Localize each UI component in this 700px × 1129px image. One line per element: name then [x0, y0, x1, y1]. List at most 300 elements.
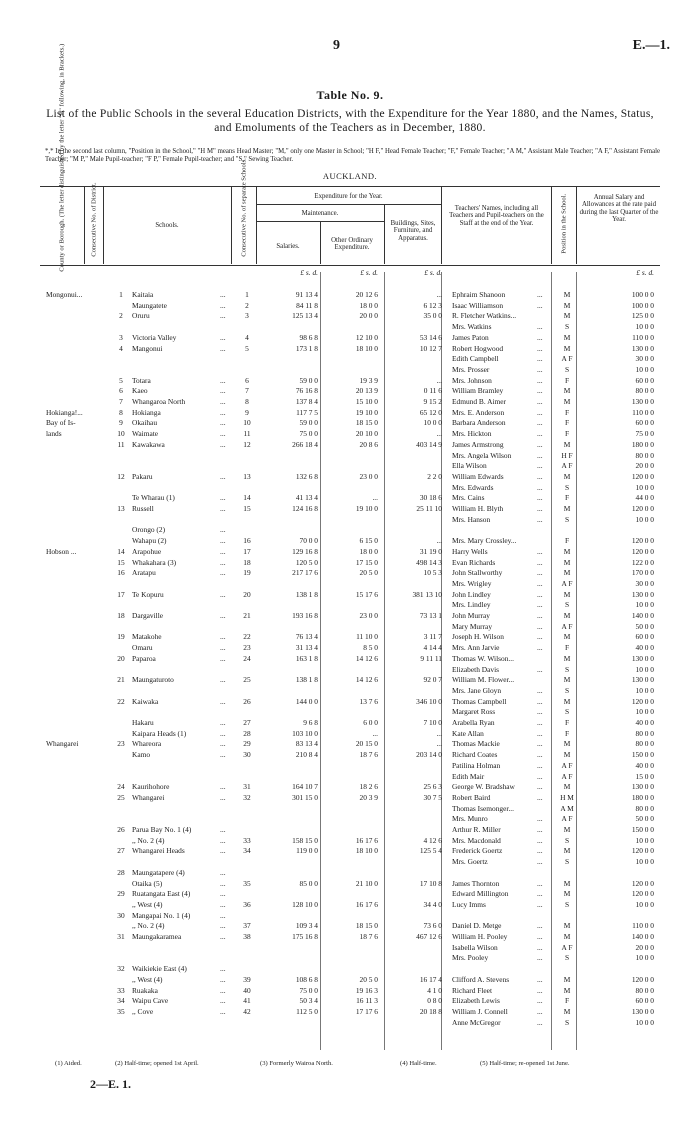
- table-row: [0, 675, 700, 685]
- cell-pos: F: [564, 643, 570, 653]
- cell-school: ,, Cove: [132, 1006, 154, 1016]
- cell-d: 13: [117, 504, 125, 513]
- cell-c: 25: [243, 675, 251, 685]
- cell-amt: 40 0 0: [635, 760, 654, 770]
- cell-c: 16: [243, 536, 251, 546]
- cell-school: Mangonui: [132, 343, 163, 353]
- cell-pos: M: [563, 889, 571, 899]
- cell-tch: Mrs. E. Anderson: [452, 407, 505, 417]
- cell-tch: Mary Murray: [452, 621, 493, 631]
- cell-tch: Elizabeth Lewis: [452, 996, 500, 1006]
- cell-bld: 73 6 0: [423, 921, 442, 931]
- cell-tch: William H. Blyth: [452, 504, 504, 513]
- leader-dots: ...: [537, 932, 543, 941]
- cell-bld: 16 17 4: [419, 974, 442, 984]
- cell-c: 14: [243, 493, 251, 503]
- table-row: [0, 718, 700, 728]
- cell-amt: 110 0 0: [632, 407, 654, 417]
- cell-amt: 80 0 0: [635, 728, 654, 738]
- cell-amt: 10 0 0: [635, 322, 654, 332]
- table-row: [0, 953, 700, 963]
- table-row: [0, 429, 700, 439]
- cell-c: 33: [243, 835, 251, 845]
- cell-sal: 175 16 8: [292, 932, 318, 941]
- cell-d: 14: [117, 546, 125, 556]
- cell-county: Hobson ...: [46, 546, 77, 556]
- cell-c: 10: [243, 418, 251, 428]
- cell-c: 12: [243, 439, 251, 449]
- cell-bld: 30 18 6: [419, 493, 442, 503]
- cell-school: Mangapai No. 1 (4): [132, 910, 191, 920]
- table-row: [0, 504, 700, 514]
- leader-dots: ...: [220, 696, 226, 706]
- cell-c: 28: [243, 728, 251, 738]
- cell-bld: 65 12 0: [419, 407, 442, 417]
- leader-dots: ...: [220, 589, 226, 599]
- cell-oth: 18 7 6: [359, 932, 378, 941]
- leader-dots: ...: [537, 504, 543, 513]
- cell-pos: M: [563, 568, 571, 578]
- cell-tch: Barbara Anderson: [452, 418, 506, 428]
- cell-c: 34: [243, 846, 251, 856]
- cell-oth: 20 5 0: [359, 974, 378, 984]
- cell-amt: 15 0 0: [635, 771, 654, 781]
- cell-amt: 120 0 0: [631, 846, 654, 856]
- leader-dots: ...: [537, 846, 543, 856]
- cell-amt: 10 0 0: [635, 707, 654, 717]
- leader-dots: ...: [537, 1017, 543, 1027]
- leader-dots: ...: [537, 696, 543, 706]
- cell-tch: Arabella Ryan: [452, 718, 495, 727]
- cell-sal: 75 0 0: [299, 985, 318, 995]
- table-row: [0, 525, 700, 535]
- cell-amt: 40 0 0: [635, 718, 654, 727]
- cell-oth: 20 12 6: [355, 290, 378, 299]
- leader-dots: ...: [537, 664, 543, 674]
- table-row: [0, 643, 700, 653]
- cell-c: 2: [245, 300, 249, 310]
- cell-school: Maungaturoto: [132, 675, 174, 685]
- cell-amt: 125 0 0: [631, 311, 654, 321]
- table-row: [0, 932, 700, 942]
- cell-oth: 18 10 0: [355, 343, 378, 353]
- cell-tch: Mrs. Wrigley: [452, 578, 492, 588]
- table-row: [0, 365, 700, 375]
- leader-dots: ...: [537, 621, 543, 631]
- cell-pos: M: [563, 471, 571, 481]
- table-row: [0, 611, 700, 621]
- cell-school: Omaru: [132, 643, 153, 653]
- cell-sal: 120 5 0: [295, 557, 318, 567]
- cell-tch: Richard Fleet: [452, 985, 493, 995]
- cell-d: 11: [117, 439, 125, 449]
- table-row: [0, 376, 700, 386]
- leader-dots: ...: [537, 707, 543, 717]
- cell-bld: 0 8 0: [427, 996, 442, 1006]
- cell-pos: M: [563, 653, 571, 663]
- cell-d: 27: [117, 846, 125, 856]
- cell-c: 22: [243, 632, 251, 642]
- cell-oth: 20 0 0: [359, 311, 378, 321]
- cell-school: Aratapu: [132, 568, 156, 578]
- leader-dots: ...: [537, 718, 543, 727]
- cell-school: Okaihau: [132, 418, 158, 428]
- leader-dots: ...: [220, 386, 226, 396]
- cell-d: 19: [117, 632, 125, 642]
- cell-sal: 164 10 7: [292, 782, 318, 792]
- cell-pos: M: [563, 739, 571, 749]
- cell-sal: 108 6 8: [295, 974, 318, 984]
- cell-bld: 25 11 10: [416, 504, 442, 513]
- cell-school: Kaiwaka: [132, 696, 159, 706]
- cell-bld: 467 12 6: [416, 932, 442, 941]
- table-row: [0, 493, 700, 503]
- cell-pos: M: [563, 611, 571, 620]
- leader-dots: ...: [537, 471, 543, 481]
- cell-bld: 34 4 0: [423, 899, 442, 909]
- col-divider: [84, 186, 85, 264]
- cell-sal: 266 18 4: [292, 439, 318, 449]
- leader-dots: ...: [537, 685, 543, 695]
- cell-sal: 75 0 0: [299, 429, 318, 439]
- cell-d: 25: [117, 792, 125, 802]
- cell-pos: M: [563, 985, 571, 995]
- cell-pos: S: [564, 364, 570, 374]
- cell-amt: 75 0 0: [635, 429, 654, 439]
- cell-bld: 92 0 7: [423, 675, 442, 685]
- cell-oth: 13 7 6: [359, 696, 378, 706]
- cell-amt: 130 0 0: [631, 653, 654, 663]
- col-divider: [384, 204, 385, 264]
- cell-county: Hokianga!...: [46, 407, 83, 417]
- cell-pos: H M: [560, 792, 574, 802]
- cell-pos: F: [564, 418, 570, 428]
- footnote: (2) Half-time; opened 1st April.: [115, 1060, 199, 1067]
- cell-oth: 6 0 0: [363, 718, 378, 727]
- cell-oth: 6 15 0: [359, 536, 378, 546]
- cell-school: Matakohe: [132, 632, 162, 642]
- cell-c: 20: [243, 589, 251, 599]
- table-row: [0, 846, 700, 856]
- cell-pos: F: [564, 728, 570, 738]
- cell-pos: M: [563, 504, 571, 513]
- cell-pos: M: [563, 846, 571, 856]
- cell-tch: Mrs. Angela Wilson: [452, 450, 512, 460]
- cell-school: Paparoa: [132, 653, 156, 663]
- footnote: (3) Formerly Wairoa North.: [260, 1060, 333, 1067]
- table-row: [0, 697, 700, 707]
- cell-d: 24: [117, 782, 125, 792]
- leader-dots: ...: [537, 482, 543, 492]
- leader-dots: ...: [537, 290, 543, 299]
- leader-dots: ...: [220, 889, 226, 899]
- cell-bld: 346 10 0: [416, 696, 442, 706]
- table-row: [0, 739, 700, 749]
- cell-pos: A F: [561, 760, 573, 770]
- leader-dots: ...: [537, 600, 543, 610]
- cell-tch: James Thornton: [452, 878, 500, 888]
- cell-pos: A F: [561, 354, 573, 364]
- cell-amt: 140 0 0: [631, 932, 654, 941]
- header-position: Position in the School.: [560, 193, 568, 254]
- cell-c: 35: [243, 878, 251, 888]
- table-row: [0, 590, 700, 600]
- cell-pos: M: [563, 782, 571, 792]
- cell-d: 4: [119, 343, 123, 353]
- cell-pos: M: [563, 675, 571, 685]
- cell-amt: 140 0 0: [631, 611, 654, 620]
- leader-dots: ...: [220, 536, 226, 546]
- leader-dots: ...: [537, 760, 543, 770]
- header-maintenance: Maintenance.: [301, 210, 339, 217]
- leader-dots: ...: [220, 407, 226, 417]
- leader-dots: ...: [537, 386, 543, 396]
- table-row: [0, 1018, 700, 1028]
- leader-dots: ...: [220, 921, 226, 931]
- cell-bld: 403 14 9: [416, 439, 442, 449]
- cell-c: 26: [243, 696, 251, 706]
- cell-amt: 20 0 0: [635, 942, 654, 952]
- cell-school: ,, No. 2 (4): [132, 921, 165, 931]
- cell-sal: 173 1 8: [295, 343, 318, 353]
- cell-school: Kaurihohore: [132, 782, 170, 792]
- cell-oth: 20 15 0: [355, 739, 378, 749]
- cell-tch: John Murray: [452, 611, 490, 620]
- cell-tch: Isaac Williamson: [452, 300, 504, 310]
- table-row: [0, 547, 700, 557]
- leader-dots: ...: [537, 493, 543, 503]
- table-row: [0, 333, 700, 343]
- cell-bld: 35 0 0: [423, 311, 442, 321]
- col-divider: [441, 186, 442, 264]
- leader-dots: ...: [537, 825, 543, 834]
- cell-tch: Clifford A. Stevens: [452, 974, 510, 984]
- cell-bld: 9 15 2: [423, 397, 442, 406]
- cell-bld: 7 10 0: [423, 718, 442, 727]
- cell-pos: M: [563, 439, 571, 449]
- region-heading: AUCKLAND.: [322, 171, 378, 181]
- leader-dots: ...: [537, 750, 543, 760]
- table-row: [0, 1007, 700, 1017]
- cell-oth: 19 16 3: [355, 985, 378, 995]
- cell-school: Dargaville: [132, 611, 164, 620]
- cell-amt: 10 0 0: [635, 899, 654, 909]
- leader-dots: ...: [537, 974, 543, 984]
- cell-pos: M: [563, 300, 571, 310]
- cell-amt: 100 0 0: [631, 300, 654, 310]
- table-row: [0, 975, 700, 985]
- leader-dots: ...: [537, 439, 543, 449]
- leader-dots: ...: [537, 568, 543, 578]
- cell-d: 28: [117, 867, 125, 877]
- leader-dots: ...: [220, 557, 226, 567]
- cell-oth: 18 7 6: [359, 750, 378, 760]
- cell-c: 17: [243, 546, 251, 556]
- cell-school: Waipu Cave: [132, 996, 169, 1006]
- leader-dots: ...: [220, 397, 226, 406]
- cell-school: Maungatete: [132, 300, 167, 310]
- cell-pos: M: [563, 750, 571, 760]
- cell-pos: F: [564, 536, 570, 546]
- cell-tch: Robert Baird: [452, 792, 491, 802]
- cell-oth: 15 17 6: [355, 589, 378, 599]
- cell-d: 10: [117, 429, 125, 439]
- cell-c: 30: [243, 750, 251, 760]
- cell-bld: 0 11 6: [423, 386, 442, 396]
- cell-amt: 130 0 0: [631, 675, 654, 685]
- table-row: [0, 558, 700, 568]
- cell-c: 7: [245, 386, 249, 396]
- cell-amt: 130 0 0: [631, 589, 654, 599]
- cell-sal: 59 0 0: [299, 418, 318, 428]
- cell-oth: 14 12 6: [355, 675, 378, 685]
- cell-amt: 180 0 0: [631, 792, 654, 802]
- cell-amt: 80 0 0: [635, 985, 654, 995]
- cell-c: 29: [243, 739, 251, 749]
- table-row: [0, 354, 700, 364]
- cell-bld: 4 14 4: [423, 643, 442, 653]
- cell-amt: 80 0 0: [635, 450, 654, 460]
- leader-dots: ...: [537, 450, 543, 460]
- leader-dots: ...: [537, 332, 543, 342]
- cell-oth: 12 10 0: [355, 332, 378, 342]
- cell-school: Victoria Valley: [132, 332, 177, 342]
- cell-c: 42: [243, 1006, 251, 1016]
- lsd-header-row: [0, 268, 700, 278]
- cell-bld: 17 10 8: [419, 878, 442, 888]
- table-row: [0, 996, 700, 1006]
- cell-pos: M: [563, 589, 571, 599]
- cell-tch: John Stallworthy: [452, 568, 503, 578]
- header-rule: [256, 204, 441, 205]
- table-title: List of the Public Schools in the several Education Districts, with the Expenditure for the Year 1880, and the Names, Status, and Emoluments of the Teachers as in December, 1880.: [46, 108, 654, 134]
- table-row: [0, 900, 700, 910]
- cell-c: 27: [243, 718, 251, 727]
- cell-school: Ruatangata East (4): [132, 889, 191, 899]
- cell-pos: A F: [561, 578, 573, 588]
- cell-bld: ...: [436, 739, 442, 749]
- cell-tch: Arthur R. Miller: [452, 825, 501, 834]
- leader-dots: ...: [537, 953, 543, 963]
- cell-amt: 180 0 0: [631, 439, 654, 449]
- cell-sal: 112 5 0: [296, 1006, 318, 1016]
- cell-amt: 150 0 0: [631, 750, 654, 760]
- cell-tch: Thomas Campbell: [452, 696, 507, 706]
- cell-pos: F: [564, 493, 570, 503]
- cell-school: Oruru: [132, 311, 150, 321]
- cell-tch: William H. Pooley: [452, 932, 508, 941]
- cell-pos: A M: [560, 803, 574, 813]
- table-row: [0, 536, 700, 546]
- cell-c: 11: [243, 429, 251, 439]
- page-number: 9: [333, 38, 340, 53]
- cell-pos: A F: [561, 621, 573, 631]
- cell-amt: 120 0 0: [631, 696, 654, 706]
- cell-tch: Evan Richards: [452, 557, 496, 567]
- cell-amt: 10 0 0: [635, 600, 654, 610]
- cell-amt: 50 0 0: [635, 621, 654, 631]
- leader-dots: ...: [537, 578, 543, 588]
- leader-dots: ...: [220, 846, 226, 856]
- cell-tch: Mrs. Mary Crossley...: [452, 536, 517, 546]
- cell-tch: Edith Campbell: [452, 354, 499, 364]
- cell-school: Whangaroa North: [132, 397, 186, 406]
- cell-sal: 124 16 8: [292, 504, 318, 513]
- table-row: [0, 889, 700, 899]
- cell-tch: Kate Allan: [452, 728, 484, 738]
- cell-pos: M: [563, 932, 571, 941]
- cell-d: 23: [117, 739, 125, 749]
- leader-dots: ...: [220, 343, 226, 353]
- cell-oth: 18 2 6: [359, 782, 378, 792]
- table-row: [0, 461, 700, 471]
- leader-dots: ...: [220, 985, 226, 995]
- cell-tch: Edith Mair: [452, 771, 485, 781]
- cell-county: lands: [46, 429, 62, 439]
- leader-dots: ...: [220, 611, 226, 620]
- cell-pos: S: [564, 685, 570, 695]
- position-legend-note: *,* In the second last column, "Position in the School," "H M" means Head Master; "M," only one Master in School; "H F," Head Female Teacher; "F," Female Teacher; "A M," Assistant Male Teacher; "A F," Assistant Female Teacher; "M P," Male Pupil-teacher; "F P," Female Pupil-teacher; and "S," Sewing Teacher.: [45, 148, 660, 164]
- cell-pos: S: [564, 514, 570, 524]
- table-row: [0, 579, 700, 589]
- cell-oth: 18 0 0: [359, 300, 378, 310]
- cell-amt: 30 0 0: [635, 578, 654, 588]
- cell-school: Maungakaramea: [132, 932, 182, 941]
- table-row: [0, 408, 700, 418]
- cell-amt: 10 0 0: [635, 1017, 654, 1027]
- cell-school: Kaipara Heads (1): [132, 728, 187, 738]
- cell-school: Hokianga: [132, 407, 161, 417]
- cell-d: 30: [117, 910, 125, 920]
- cell-oth: 20 13 9: [355, 386, 378, 396]
- table-row: [0, 451, 700, 461]
- leader-dots: ...: [537, 996, 543, 1006]
- leader-dots: ...: [220, 718, 226, 727]
- cell-oth: 21 10 0: [355, 878, 378, 888]
- cell-d: 22: [117, 696, 125, 706]
- cell-sal: 83 13 4: [295, 739, 318, 749]
- table-row: [0, 322, 700, 332]
- cell-tch: Daniel D. Metge: [452, 921, 502, 931]
- table-row: [0, 729, 700, 739]
- leader-dots: ...: [537, 429, 543, 439]
- cell-sal: 59 0 0: [299, 375, 318, 385]
- cell-oth: ...: [372, 493, 378, 503]
- cell-tch: Mrs. Macdonald: [452, 835, 501, 845]
- leader-dots: ...: [220, 996, 226, 1006]
- cell-pos: A F: [561, 461, 573, 471]
- leader-dots: ...: [220, 782, 226, 792]
- cell-c: 32: [243, 792, 251, 802]
- cell-sal: 119 0 0: [296, 846, 318, 856]
- cell-pos: F: [564, 375, 570, 385]
- leader-dots: ...: [220, 974, 226, 984]
- cell-tch: Frederick Goertz: [452, 846, 503, 856]
- leader-dots: ...: [220, 675, 226, 685]
- leader-dots: ...: [537, 728, 543, 738]
- leader-dots: ...: [220, 493, 226, 503]
- cell-tch: Edward Millington: [452, 889, 509, 899]
- cell-amt: 150 0 0: [631, 825, 654, 834]
- cell-pos: A F: [561, 942, 573, 952]
- leader-dots: ...: [220, 471, 226, 481]
- cell-pos: S: [564, 322, 570, 332]
- cell-c: 24: [243, 653, 251, 663]
- cell-school: Hakaru: [132, 718, 154, 727]
- cell-d: 1: [119, 290, 123, 299]
- cell-school: Maungatapere (4): [132, 867, 185, 877]
- cell-oth: ...: [372, 728, 378, 738]
